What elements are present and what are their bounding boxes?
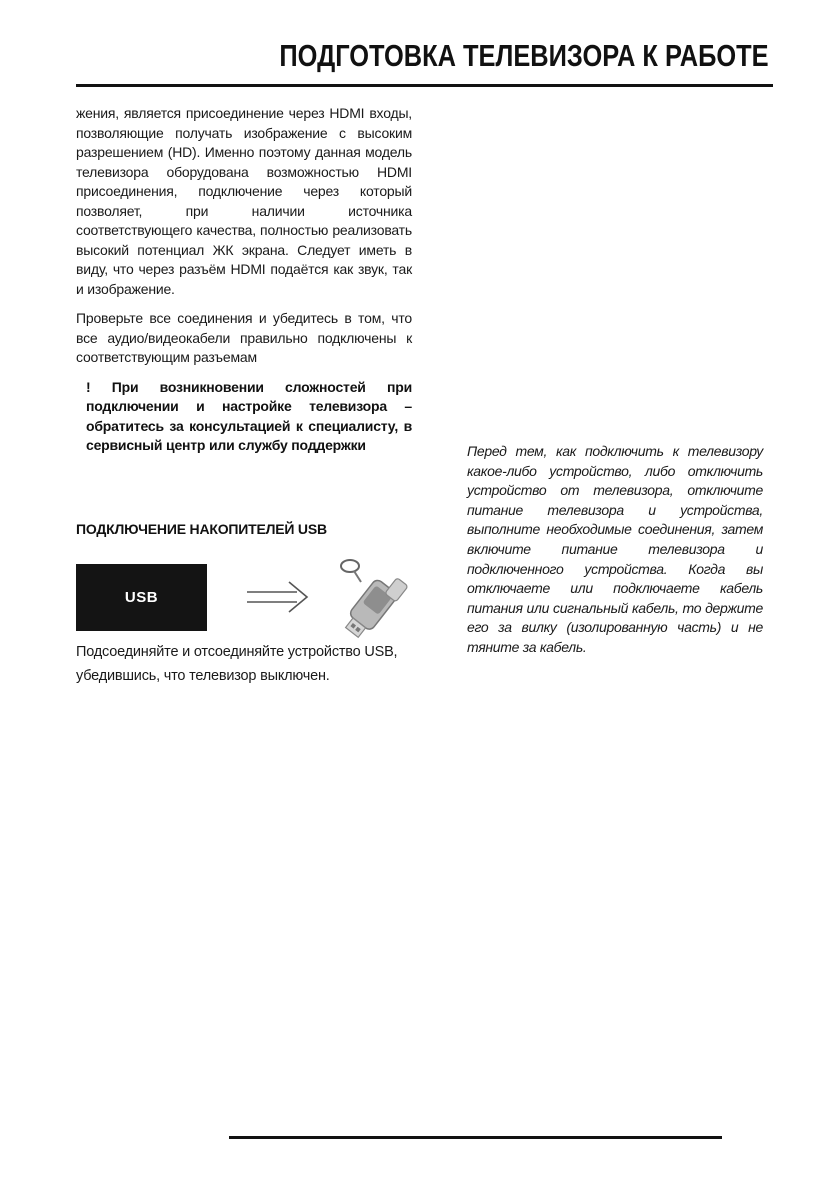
title-rule [76, 84, 773, 87]
usb-flash-drive-icon [328, 552, 410, 642]
page-title: ПОДГОТОВКА ТЕЛЕВИЗОРА К РАБОТЕ [279, 38, 769, 73]
support-note: ! При возникновении сложностей при подключении и настройке телевизора – обратитесь за консультацией к специалисту, в сервисный центр или службу поддержки [86, 378, 412, 453]
right-column [467, 442, 763, 658]
double-line-arrow-icon [245, 580, 311, 614]
usb-port-label-box [76, 564, 207, 631]
check-connections-paragraph: Проверьте все соединения и убедитесь в том, что все аудио/видеокабели правильно подключены к соответствующим разъемам [76, 310, 412, 365]
usb-caption: Подсоединяйте и отсоединяйте устройство USB, убедившись, что телевизор выключен. [76, 644, 398, 684]
usb-label: USB [124, 589, 159, 606]
left-column [76, 104, 412, 456]
usb-section-heading: ПОДКЛЮЧЕНИЕ НАКОПИТЕЛЕЙ USB [76, 521, 327, 537]
hdmi-paragraph: жения, является присоединение через HDMI входы, позволяющие получать изображение с высоким разрешением (HD). Именно поэтому данная модель телевизора оборудована возможностью HDMI присоединения, подключение через который позволяет, при наличии источника соответствующего качества, полностью реализовать высокий потенциал ЖК экрана. Следует иметь в виду, что через разъём HDMI подаётся как звук, так и изображение. [76, 105, 412, 297]
safety-warning-paragraph: Перед тем, как подключить к телевизору какое-либо устройство, либо отключить устройство от телевизора, отключите питание телевизора и устройства, выполните необходимые соединения, затем включите питание телевизора и подключенного устройства. Когда вы отключаете или подключаете кабель питания или сигнальный кабель, то держите его за вилку (изолированную часть) и не тяните за кабель. [467, 443, 763, 655]
footer-rule [229, 1136, 722, 1139]
